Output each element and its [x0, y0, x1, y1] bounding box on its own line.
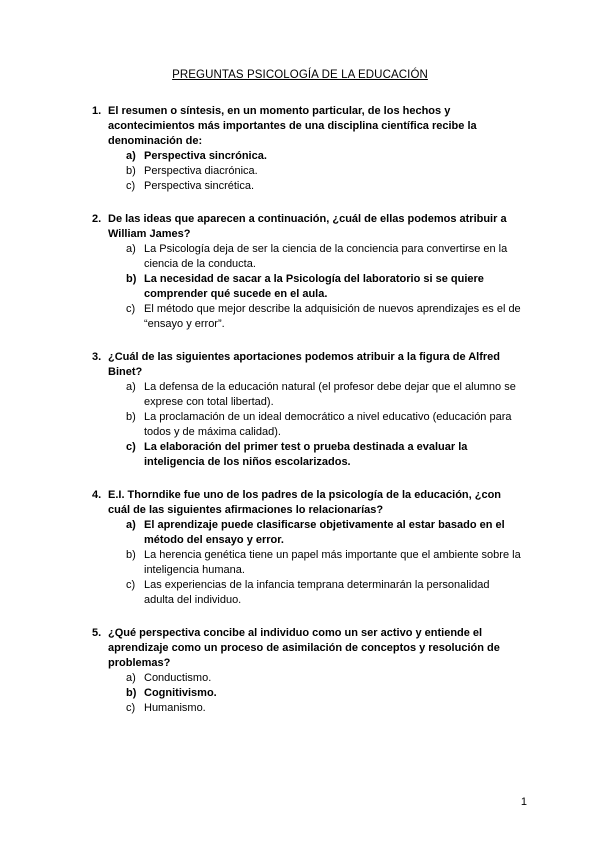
option-text: El aprendizaje puede clasificarse objetivamente al estar basado en el método del ensayo y error. [144, 519, 505, 546]
option-c [126, 578, 522, 608]
option-letter: c) [126, 180, 136, 192]
option-a [126, 380, 522, 410]
option-c [126, 179, 522, 194]
option-text: Cognitivismo. [144, 687, 217, 699]
option-letter: a) [126, 672, 136, 684]
option-letter: a) [126, 243, 136, 255]
option-letter: b) [126, 549, 136, 561]
question-list [92, 104, 522, 734]
option-letter: c) [126, 579, 136, 591]
option-b [126, 164, 522, 179]
option-c [126, 302, 522, 332]
option-text: Humanismo. [144, 702, 206, 714]
question-5 [92, 626, 522, 716]
option-text: Perspectiva diacrónica. [144, 165, 258, 177]
option-text: Conductismo. [144, 672, 212, 684]
question-1 [92, 104, 522, 194]
question-text: ¿Qué perspectiva concibe al individuo como un ser activo y entiende el aprendizaje como un proceso de asimilación de conceptos y resolución de problemas? [108, 627, 500, 669]
option-b [126, 272, 522, 302]
option-a [126, 518, 522, 548]
question-3 [92, 350, 522, 470]
question-number: 3. [92, 351, 102, 363]
option-a [126, 671, 522, 686]
option-letter: a) [126, 381, 136, 393]
option-text: La proclamación de un ideal democrático a nivel educativo (educación para todos y de máxima calidad). [144, 411, 512, 438]
option-a [126, 149, 522, 164]
option-letter: b) [126, 687, 137, 699]
question-2 [92, 212, 522, 332]
option-list [126, 518, 522, 608]
option-c [126, 440, 522, 470]
option-b [126, 548, 522, 578]
option-text: La necesidad de sacar a la Psicología del laboratorio si se quiere comprender qué sucede en el aula. [144, 273, 484, 300]
option-list [126, 149, 522, 194]
option-text: Perspectiva sincrónica. [144, 150, 267, 162]
option-letter: b) [126, 165, 136, 177]
option-letter: b) [126, 411, 136, 423]
option-text: La herencia genética tiene un papel más importante que el ambiente sobre la inteligencia humana. [144, 549, 521, 576]
question-number: 2. [92, 213, 102, 225]
option-letter: c) [126, 303, 136, 315]
option-a [126, 242, 522, 272]
option-letter: a) [126, 519, 136, 531]
option-text: La elaboración del primer test o prueba destinada a evaluar la inteligencia de los niños escolarizados. [144, 441, 468, 468]
question-number: 1. [92, 105, 102, 117]
option-list [126, 242, 522, 332]
option-b [126, 686, 522, 701]
question-number: 4. [92, 489, 102, 501]
option-text: La Psicología deja de ser la ciencia de la conciencia para convertirse en la ciencia de la conducta. [144, 243, 508, 270]
page-number: 1 [520, 796, 527, 808]
question-4 [92, 488, 522, 608]
option-b [126, 410, 522, 440]
option-letter: c) [126, 441, 136, 453]
option-text: El método que mejor describe la adquisición de nuevos aprendizajes es el de “ensayo y error”. [144, 303, 521, 330]
option-list [126, 671, 522, 716]
document-title: PREGUNTAS PSICOLOGÍA DE LA EDUCACIÓN [172, 69, 428, 81]
question-text: De las ideas que aparecen a continuación, ¿cuál de ellas podemos atribuir a William James? [108, 213, 507, 240]
option-letter: c) [126, 702, 136, 714]
option-c [126, 701, 522, 716]
option-letter: a) [126, 150, 136, 162]
option-list [126, 380, 522, 470]
question-text: ¿Cuál de las siguientes aportaciones podemos atribuir a la figura de Alfred Binet? [108, 351, 501, 378]
question-text: E.I. Thorndike fue uno de los padres de la psicología de la educación, ¿con cuál de las siguientes afirmaciones lo relacionarías? [108, 489, 502, 516]
question-text: El resumen o síntesis, en un momento particular, de los hechos y acontecimientos más importantes de una disciplina científica recibe la denominación de: [108, 105, 477, 147]
option-text: Las experiencias de la infancia temprana determinarán la personalidad adulta del individuo. [144, 579, 490, 606]
option-text: La defensa de la educación natural (el profesor debe dejar que el alumno se exprese con total libertad). [144, 381, 516, 408]
option-letter: b) [126, 273, 137, 285]
option-text: Perspectiva sincrética. [144, 180, 255, 192]
question-number: 5. [92, 627, 102, 639]
